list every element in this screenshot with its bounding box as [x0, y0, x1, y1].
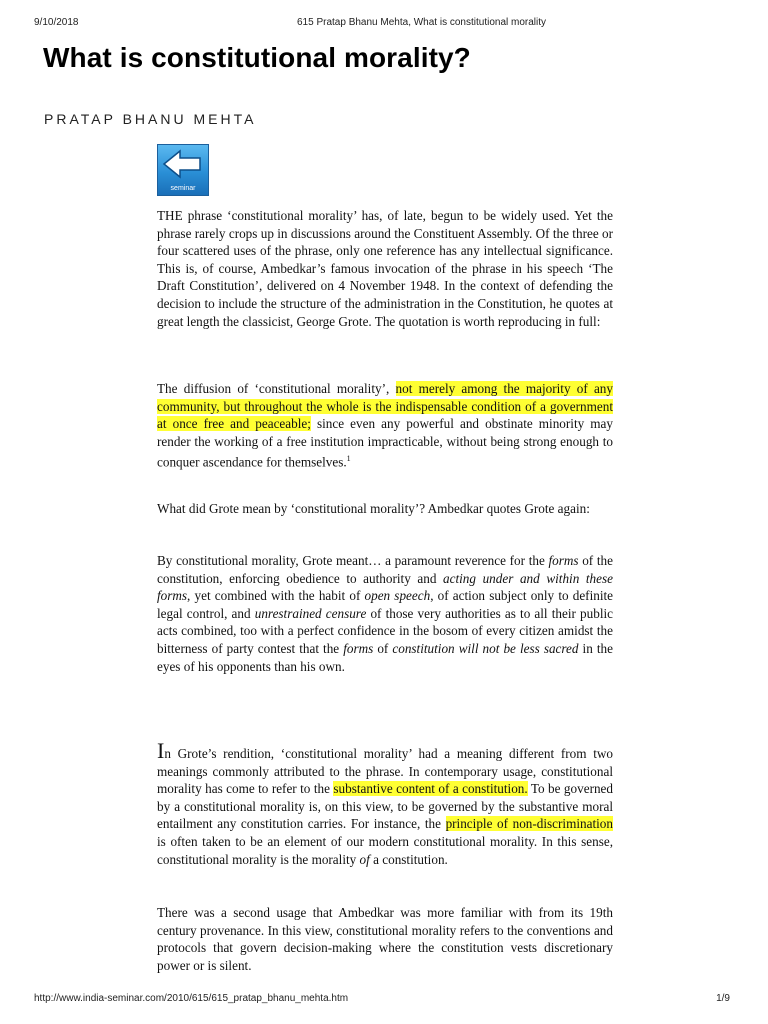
- logo-text: seminar: [170, 185, 196, 192]
- seminar-logo-back-link[interactable]: [157, 144, 209, 196]
- text-span: in the eyes of his opponents than his own.: [157, 640, 613, 674]
- highlighted-text: principle of non-discrimination: [445, 816, 613, 832]
- text-span: of: [373, 640, 393, 656]
- text-span: of those very authorities as to all their public acts combined, too with a perfect confidence in the bosom of every citizen amidst the bitterness of party contest that the: [157, 605, 613, 656]
- text-span: , of action subject only to definite legal control, and: [157, 588, 614, 621]
- italic-text: open speech: [364, 588, 431, 604]
- highlighted-text: not merely among the majority of any community, but throughout the whole is the indispensable condition of a government at once free and peaceable;: [157, 381, 613, 432]
- paragraph-question: What did Grote mean by ‘constitutional morality’? Ambedkar quotes Grote again:: [157, 501, 590, 516]
- page-url: http://www.india-seminar.com/2010/615/615_pratap_bhanu_mehta.htm: [34, 993, 349, 1004]
- footnote-marker: 1: [346, 454, 351, 464]
- paragraph-grote-quote-1: [157, 380, 613, 471]
- italic-text: of: [359, 851, 370, 867]
- text-span: , yet combined with the habit of: [187, 588, 365, 604]
- paragraph-grote-rendition: [157, 738, 613, 868]
- text-span: n Grote’s rendition, ‘constitutional morality’ had a meaning different from two meanings commonly attributed to the phrase. In contemporary usage, constitutional morality has come to refer to the: [157, 746, 613, 797]
- text-span: The diffusion of ‘constitutional morality’,: [157, 381, 396, 396]
- article-author: PRATAP BHANU MEHTA: [44, 111, 257, 127]
- text-span: a constitution.: [369, 851, 448, 867]
- italic-text: forms: [548, 553, 579, 568]
- paragraph-grote-quote-2: [157, 552, 613, 675]
- article-title: What is constitutional morality?: [43, 42, 471, 73]
- italic-text: constitution will not be less sacred: [392, 640, 579, 656]
- highlighted-text: substantive content of a constitution.: [333, 781, 528, 797]
- print-date: 9/10/2018: [34, 17, 79, 28]
- paragraph-second-usage: There was a second usage that Ambedkar was more familiar with from its 19th century provenance. In this view, constitutional morality refers to the conventions and protocols that govern decision-making where the constitution vests discretionary power or is silent.: [157, 905, 613, 973]
- text-span: To be governed by a constitutional morality is, on this view, to be governed by the substantive moral entailment any constitution carries. For instance, the: [157, 781, 613, 832]
- italic-text: forms: [343, 640, 374, 656]
- text-span: since even any powerful and obstinate minority may render the working of a free institution impracticable, without being strong enough to conquer ascendance for themselves.: [157, 416, 614, 470]
- print-page-title: 615 Pratap Bhanu Mehta, What is constitutional morality: [297, 17, 547, 28]
- text-span: By constitutional morality, Grote meant… a paramount reverence for the: [157, 553, 549, 568]
- paragraph-intro: THE phrase ‘constitutional morality’ has, of late, begun to be widely used. Yet the phrase rarely crops up in discussions around the Constituent Assembly. Of the three or four scattered uses of the phrase, only one reference has any intellectual significance. This is, of course, Ambedkar’s famous invocation of the phrase in his speech ‘The Draft Constitution’, delivered on 4 November 1948. In the context of defending the decision to include the structure of the administration in the Constitution, he quotes at great length the classicist, George Grote. The quotation is worth reproducing in full:: [157, 208, 613, 329]
- italic-text: unrestrained censure: [254, 605, 367, 621]
- italic-text: acting under and within these forms: [157, 570, 613, 604]
- text-span: of the constitution, enforcing obedience to authority and: [157, 553, 613, 586]
- back-arrow-icon: [158, 145, 208, 185]
- page-number: 1/9: [716, 993, 730, 1004]
- drop-cap: I: [157, 738, 165, 763]
- text-span: is often taken to be an element of our modern constitutional morality. In this sense, constitutional morality is the morality: [157, 833, 613, 867]
